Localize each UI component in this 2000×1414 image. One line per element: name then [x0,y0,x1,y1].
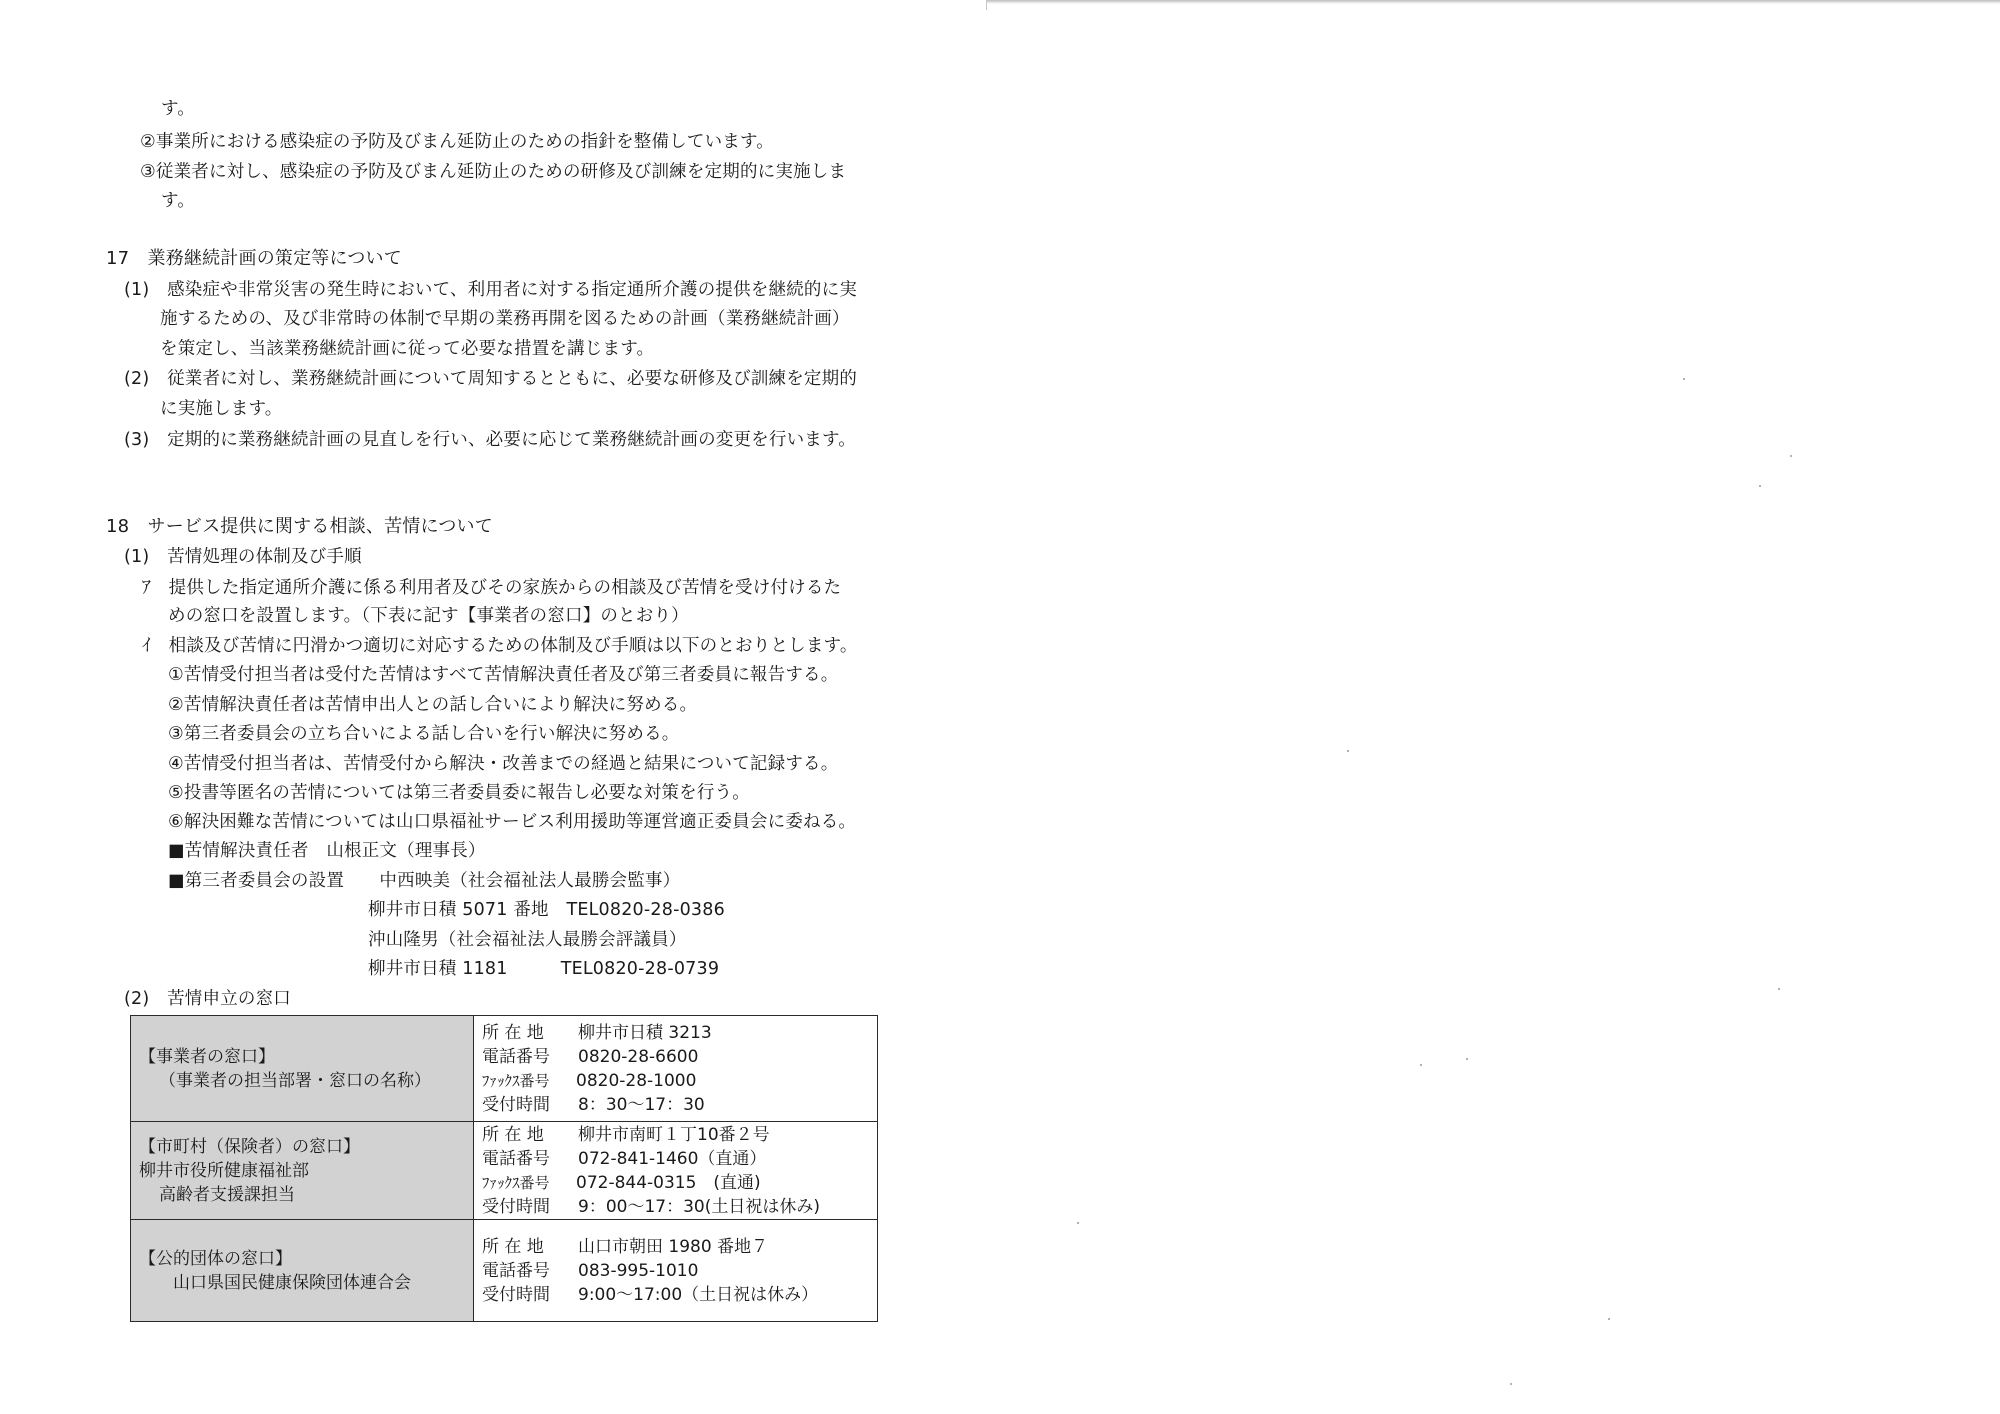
text-line: めの窓口を設置します。（下表に記す【事業者の窓口】のとおり） [168,606,689,626]
field-value: 072-844-0315 (直通) [576,1172,761,1193]
text-line: に実施します。 [160,399,283,419]
text-line: ②苦情解決責任者は苦情申出人との話し合いにより解決に努める。 [168,695,698,715]
text-line: (2) 従業者に対し、業務継続計画について周知するとともに、必要な研修及び訓練を定期的 [124,369,858,389]
field-name: 所 在 地 [482,1124,544,1145]
field-name: 電話番号 [482,1260,550,1281]
scan-speck [1420,1064,1422,1066]
field-name: 所 在 地 [482,1022,544,1043]
text-line: ③第三者委員会の立ち合いによる話し合いを行い解決に努める。 [168,724,680,744]
contact-field [482,1093,869,1117]
field-value: 9:00～17:00（土日祝は休み） [578,1284,819,1305]
contact-subtitle: （事業者の担当部署・窓口の名称） [159,1070,431,1091]
contact-title: 【市町村（保険者）の窓口】 [139,1136,360,1157]
contact-label-cell [131,1122,474,1220]
field-value: 8：30～17：30 [578,1094,705,1115]
field-value: 0820-28-1000 [576,1070,697,1091]
field-name: 受付時間 [482,1196,550,1217]
section-heading: 17 業務継続計画の策定等について [106,248,402,269]
field-value: 山口市朝田 1980 番地７ [578,1236,769,1257]
text-line: ③従業者に対し、感染症の予防及びまん延防止のための研修及び訓練を定期的に実施しま [140,162,847,182]
table-row [131,1122,878,1220]
text-line: (1) 苦情処理の体制及び手順 [124,547,362,567]
complaint-contact-table [130,1015,878,1322]
scan-speck [1683,378,1685,380]
text-line: す。 [161,191,195,211]
contact-field [482,1195,869,1219]
text-line: 柳井市日積 1181 TEL0820-28-0739 [368,959,720,979]
page-fold-line [986,0,987,10]
scan-speck [1347,750,1349,752]
contact-field [482,1021,869,1045]
contact-label-cell [131,1016,474,1122]
scan-speck [1759,485,1761,487]
scan-speck [1608,1318,1610,1320]
contact-field [482,1235,869,1259]
field-name: ﾌｧｯｸｽ番号 [482,1071,550,1090]
field-name: ﾌｧｯｸｽ番号 [482,1173,550,1192]
text-line: (3) 定期的に業務継続計画の見直しを行い、必要に応じて業務継続計画の変更を行います。 [124,430,856,450]
field-value: 072-841-1460（直通） [578,1148,767,1169]
contact-field [482,1171,869,1195]
text-line: 沖山隆男（社会福祉法人最勝会評議員） [368,930,687,950]
table-row [131,1220,878,1322]
field-value: 柳井市南町１丁10番２号 [578,1124,770,1145]
contact-info-cell [474,1220,878,1322]
contact-field [482,1069,869,1093]
text-line: を策定し、当該業務継続計画に従って必要な措置を講じます。 [160,339,655,359]
table-row [131,1016,878,1122]
scan-speck [1778,988,1780,990]
text-line: ⑤投書等匿名の苦情については第三者委員委に報告し必要な対策を行う。 [168,783,750,803]
field-value: 083-995-1010 [578,1260,699,1281]
field-name: 受付時間 [482,1284,550,1305]
text-line: ④苦情受付担当者は、苦情受付から解決・改善までの経過と結果について記録する。 [168,754,839,774]
page-fold-shadow [986,0,2000,4]
contact-subtitle: 山口県国民健康保険団体連合会 [173,1272,411,1293]
contact-field [482,1045,869,1069]
scan-speck [1510,1383,1512,1385]
text-line: ｱ 提供した指定通所介護に係る利用者及びその家族からの相談及び苦情を受け付けるた [142,578,842,598]
scan-speck [1077,1222,1079,1224]
text-line: 柳井市日積 5071 番地 TEL0820-28-0386 [368,900,725,920]
text-line: ⑥解決困難な苦情については山口県福祉サービス利用援助等運営適正委員会に委ねる。 [168,812,857,832]
field-name: 受付時間 [482,1094,550,1115]
contact-info-cell [474,1122,878,1220]
contact-info-cell [474,1016,878,1122]
field-name: 電話番号 [482,1148,550,1169]
text-line: ｲ 相談及び苦情に円滑かつ適切に対応するための体制及び手順は以下のとおりとします。 [142,636,858,656]
contact-field [482,1259,869,1283]
contact-field [482,1283,869,1307]
text-line: ■苦情解決責任者 山根正文（理事長） [168,841,486,861]
field-name: 所 在 地 [482,1236,544,1257]
field-value: 柳井市日積 3213 [578,1022,712,1043]
contact-title: 【事業者の窓口】 [139,1046,275,1067]
text-line: ②事業所における感染症の予防及びまん延防止のための指針を整備しています。 [140,132,774,152]
text-line: 施するための、及び非常時の体制で早期の業務再開を図るための計画（業務継続計画） [160,309,850,329]
text-line: ■第三者委員会の設置 中西映美（社会福祉法人最勝会監事） [168,871,681,891]
text-line: (2) 苦情申立の窓口 [124,989,291,1009]
contact-label-cell [131,1220,474,1322]
text-line: (1) 感染症や非常災害の発生時において、利用者に対する指定通所介護の提供を継続的に実 [124,280,858,300]
contact-subtitle: 高齢者支援課担当 [159,1184,295,1205]
scan-speck [1790,455,1792,457]
contact-subtitle: 柳井市役所健康福祉部 [139,1160,309,1181]
contact-field [482,1123,869,1147]
field-value: 0820-28-6600 [578,1046,699,1067]
contact-field [482,1147,869,1171]
contact-title: 【公的団体の窓口】 [139,1248,292,1269]
text-line: す。 [161,99,195,119]
text-line: ①苦情受付担当者は受付た苦情はすべて苦情解決責任者及び第三者委員に報告する。 [168,665,839,685]
field-value: 9：00～17：30(土日祝は休み) [578,1196,820,1217]
scan-speck [1466,1058,1468,1060]
field-name: 電話番号 [482,1046,550,1067]
section-heading: 18 サービス提供に関する相談、苦情について [106,516,493,537]
